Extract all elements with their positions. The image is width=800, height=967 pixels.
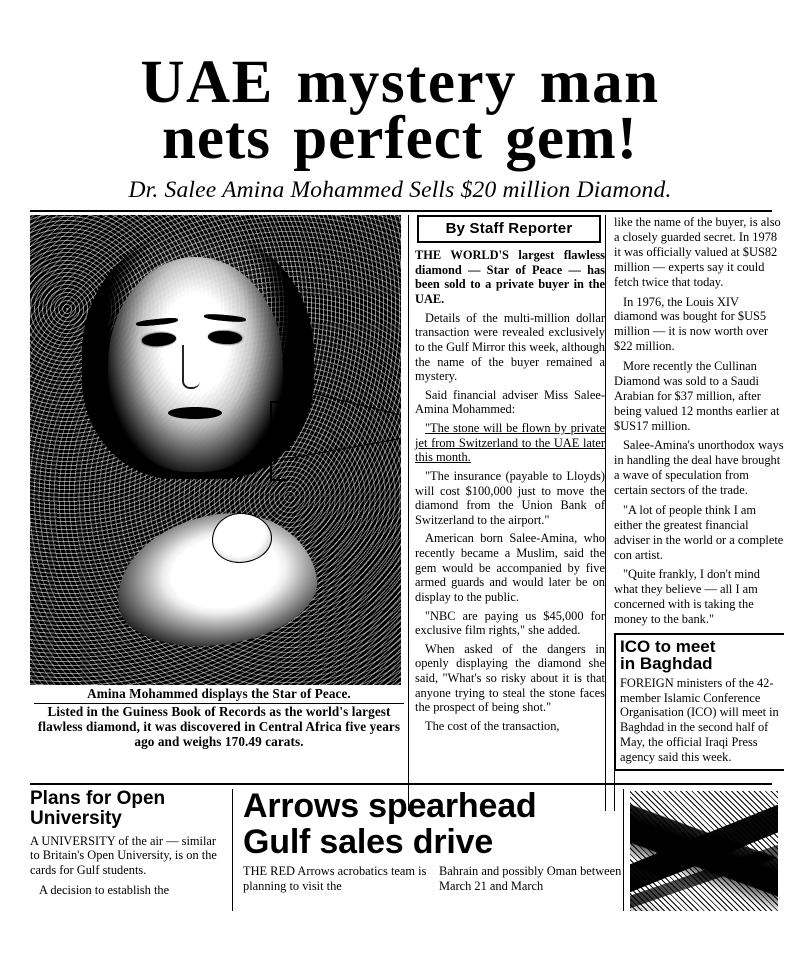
article-paragraph: "NBC are paying us $45,000 for exclusive film rights," she added. xyxy=(415,608,605,638)
continuation-column xyxy=(605,215,784,811)
headline-line-2: nets perfect gem! xyxy=(161,105,639,173)
continuation-paragraph: like the name of the buyer, is also a closely guarded secret. In 1978 it was officially valued at $US82 million — experts say it could fetch twice that today. xyxy=(614,215,781,289)
photo-nose xyxy=(182,345,200,389)
continuation-paragraph: "Quite frankly, I don't mind what they believe — all I am concerned with is taking the money to the bank." xyxy=(614,567,760,627)
open-university-headline-line-2: University xyxy=(30,807,122,829)
article-paragraph-underlined: "The stone will be flown by private jet from Switzerland to the UAE later this month. xyxy=(415,421,605,465)
secondary-headline xyxy=(620,638,780,673)
secondary-story-ico xyxy=(614,633,784,771)
article-paragraph: When asked of the dangers in openly displaying the diamond she said, "What's so risky about it is that anyone trying to steal the stone faces the prospect of being shot." xyxy=(415,641,605,715)
photo-caption xyxy=(30,685,408,749)
photo-jet-formation xyxy=(630,791,778,911)
photo-caption-line-2: Listed in the Guiness Book of Records as the world's largest xyxy=(47,704,391,719)
photo-caption-line-4: ago and weighs 170.49 carats. xyxy=(134,733,304,749)
story-column xyxy=(408,215,605,811)
subheadline: Dr. Salee Amina Mohammed Sells $20 million Diamond. xyxy=(128,177,672,204)
arrows-text-col-right xyxy=(439,864,623,899)
article-paragraph: Details of the multi-million dollar transaction were revealed exclusively to the Gulf Mirror this week, although the name of the buyer remained a mystery. xyxy=(415,310,605,384)
bottom-photo-column xyxy=(623,789,780,911)
arrows-paragraph: Bahrain and possibly Oman between March 21 and March xyxy=(439,864,622,894)
byline: By Staff Reporter xyxy=(417,215,601,243)
arrows-headline xyxy=(243,789,623,860)
secondary-paragraph: FOREIGN ministers of the 42-member Islamic Conference Organisation (ICO) will meet in Baghdad in the second half of May, the official Iraqi Press agency said this week. xyxy=(620,675,779,764)
photo-caption-line-1: Amina Mohammed displays the Star of Peace. xyxy=(87,686,351,702)
annotation-bracket xyxy=(270,401,286,481)
article-paragraph: Said financial adviser Miss Salee-Amina Mohammed: xyxy=(415,387,605,417)
arrows-text-columns xyxy=(243,864,623,899)
open-university-headline xyxy=(30,789,226,829)
arrows-headline-line-2: Gulf sales drive xyxy=(243,822,494,861)
article-paragraph: THE WORLD'S largest flawless diamond — Star of Peace — has been sold to a private buyer in the UAE. xyxy=(415,248,605,307)
arrows-headline-line-1: Arrows spearhead xyxy=(243,787,537,825)
arrows-paragraph: THE RED Arrows acrobatics team is planning to visit the xyxy=(243,864,427,894)
secondary-headline-line-2: in Baghdad xyxy=(620,654,713,674)
arrows-text-col-left xyxy=(243,864,427,899)
continuation-paragraph: In 1976, the Louis XIV diamond was bought for $US5 million — it is now worth over $22 million. xyxy=(614,294,769,354)
article-paragraph: American born Salee-Amina, who recently became a Muslim, said the gem would be accompanied by five armed guards and would later be on display to the public. xyxy=(415,531,605,604)
photo-column xyxy=(30,215,408,811)
masthead xyxy=(0,0,800,204)
story-arrows xyxy=(232,789,623,911)
continuation-paragraph: More recently the Cullinan Diamond was sold to a Saudi Arabian for $37 million, after being valued 12 months earlier at $US17 million. xyxy=(614,359,780,433)
continuation-paragraph: "A lot of people think I am either the greatest financial adviser in the world or a complete con artist. xyxy=(614,502,784,562)
open-university-paragraph: A decision to establish the xyxy=(39,883,170,898)
photo-caption-line-3: flawless diamond, it was discovered in Central Africa five years xyxy=(37,718,401,734)
story-open-university xyxy=(30,789,232,911)
continuation-paragraph: Salee-Amina's unorthodox ways in handling the deal have brought a wave of speculation from certain sectors of the trade. xyxy=(614,438,784,498)
photo-amina-mohammed xyxy=(30,215,401,685)
article-paragraph: The cost of the transaction, xyxy=(425,718,560,733)
open-university-headline-line-1: Plans for Open xyxy=(30,788,166,809)
bottom-stories xyxy=(30,783,772,911)
article-paragraph: "The insurance (payable to Lloyds) will cost $100,000 just to move the diamond from the Union Bank of Switzerland to the airport." xyxy=(415,468,605,527)
article-body xyxy=(30,210,784,811)
page-title xyxy=(30,49,770,173)
open-university-paragraph: A UNIVERSITY of the air — similar to Britain's Open University, is on the cards for Gulf students. xyxy=(30,833,217,878)
headline-line-1: UAE mystery man xyxy=(140,49,660,116)
secondary-headline-line-1: ICO to meet xyxy=(620,636,716,656)
